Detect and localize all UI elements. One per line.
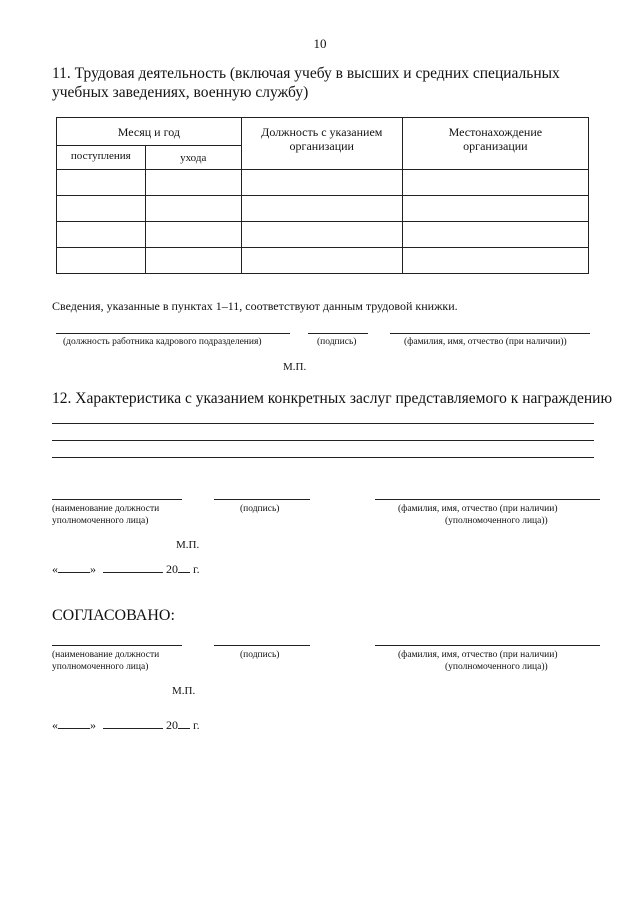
table-cell[interactable] <box>241 196 402 222</box>
table-cell[interactable] <box>57 222 146 248</box>
authorized-position-line[interactable] <box>52 499 182 500</box>
table-cell[interactable] <box>145 248 241 274</box>
year-prefix: 20 <box>166 718 178 732</box>
year-blank[interactable] <box>178 718 190 729</box>
hr-signature-line[interactable] <box>308 333 368 334</box>
date-close-quote: » <box>90 562 96 576</box>
day-blank[interactable] <box>58 718 90 729</box>
table-row <box>57 196 589 222</box>
agreed-position-label-1: (наименование должности <box>52 650 160 660</box>
year-suffix: г. <box>193 718 200 732</box>
agreed-title: СОГЛАСОВАНО: <box>52 607 175 624</box>
agreed-stamp-placeholder: М.П. <box>172 685 196 697</box>
agreed-signature-label: (подпись) <box>240 650 280 660</box>
characteristic-line-3[interactable] <box>52 457 594 458</box>
day-blank[interactable] <box>58 562 90 573</box>
table-row <box>57 170 589 196</box>
table-row <box>57 248 589 274</box>
authorized-position-label-2: уполномоченного лица) <box>52 516 149 526</box>
table-cell[interactable] <box>402 248 588 274</box>
table-cell[interactable] <box>145 196 241 222</box>
agreed-name-line[interactable] <box>375 645 600 646</box>
month-blank[interactable] <box>103 562 163 573</box>
agreed-date-field[interactable] <box>52 718 200 733</box>
header-entry: поступления <box>57 146 146 170</box>
authorized-name-label-2: (уполномоченного лица)) <box>445 516 548 526</box>
hr-position-line[interactable] <box>56 333 290 334</box>
table-cell[interactable] <box>57 196 146 222</box>
table-cell[interactable] <box>241 170 402 196</box>
header-location: Местонахождение организации <box>402 118 588 170</box>
month-blank[interactable] <box>103 718 163 729</box>
header-exit: ухода <box>145 146 241 170</box>
date-close-quote: » <box>90 718 96 732</box>
agreed-signature-line[interactable] <box>214 645 310 646</box>
table-cell[interactable] <box>57 170 146 196</box>
hr-position-label: (должность работника кадрового подразделения) <box>63 337 262 347</box>
header-month-year: Месяц и год <box>57 118 242 146</box>
work-history-table <box>56 117 589 274</box>
authorized-signature-line[interactable] <box>214 499 310 500</box>
authorized-name-line[interactable] <box>375 499 600 500</box>
date-open-quote: « <box>52 718 58 732</box>
date-open-quote: « <box>52 562 58 576</box>
characteristic-line-1[interactable] <box>52 423 594 424</box>
section-12-title: 12. Характеристика с указанием конкретных заслуг представляемого к награждению <box>52 390 613 407</box>
hr-signature-label: (подпись) <box>317 337 357 347</box>
authorized-signature-label: (подпись) <box>240 504 280 514</box>
characteristic-line-2[interactable] <box>52 440 594 441</box>
hr-stamp-placeholder: М.П. <box>283 361 307 373</box>
section-11-title: 11. Трудовая деятельность (включая учебу в высших и средних специальных учебных заведениях, военную службу) <box>52 65 560 101</box>
year-prefix: 20 <box>166 562 178 576</box>
authorized-stamp-placeholder: М.П. <box>176 539 200 551</box>
page-number: 10 <box>313 36 327 51</box>
agreed-name-label-2: (уполномоченного лица)) <box>445 662 548 672</box>
header-position: Должность с указанием организации <box>241 118 402 170</box>
authorized-name-label-1: (фамилия, имя, отчество (при наличии) <box>398 504 558 514</box>
table-row <box>57 222 589 248</box>
table-cell[interactable] <box>402 196 588 222</box>
table-cell[interactable] <box>57 248 146 274</box>
table-cell[interactable] <box>402 222 588 248</box>
table-cell[interactable] <box>145 222 241 248</box>
hr-name-label: (фамилия, имя, отчество (при наличии)) <box>404 337 567 347</box>
year-blank[interactable] <box>178 562 190 573</box>
employment-record-statement: Сведения, указанные в пунктах 1–11, соответствуют данным трудовой книжки. <box>52 299 458 313</box>
agreed-name-label-1: (фамилия, имя, отчество (при наличии) <box>398 650 558 660</box>
agreed-position-label-2: уполномоченного лица) <box>52 662 149 672</box>
hr-name-line[interactable] <box>390 333 590 334</box>
table-cell[interactable] <box>241 248 402 274</box>
table-cell[interactable] <box>145 170 241 196</box>
authorized-position-label-1: (наименование должности <box>52 504 160 514</box>
year-suffix: г. <box>193 562 200 576</box>
authorized-date-field[interactable] <box>52 562 200 577</box>
agreed-position-line[interactable] <box>52 645 182 646</box>
table-cell[interactable] <box>402 170 588 196</box>
table-cell[interactable] <box>241 222 402 248</box>
